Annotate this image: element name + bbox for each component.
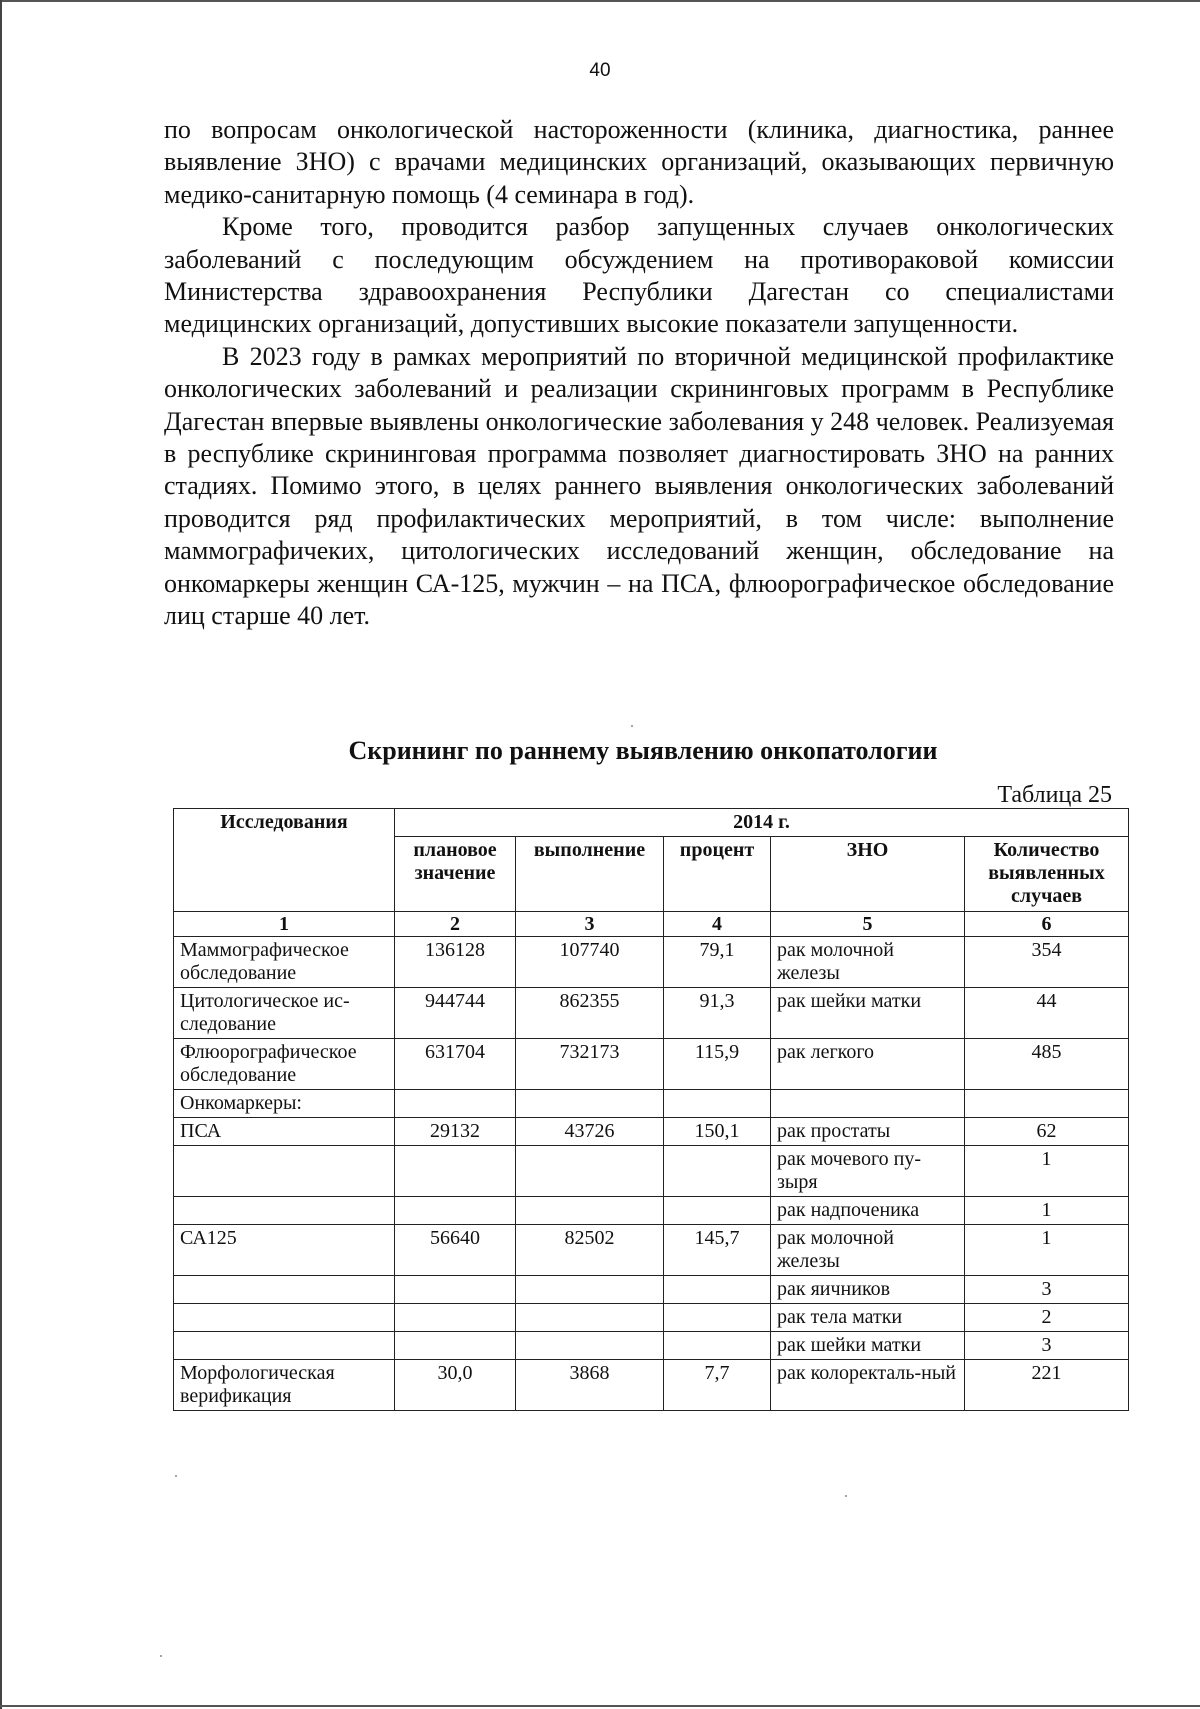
body-text bbox=[164, 114, 1114, 633]
cell-cases: 354 bbox=[965, 937, 1129, 988]
table-row bbox=[174, 1276, 1129, 1304]
cell-zno: рак молочной железы bbox=[771, 1225, 965, 1276]
cell-study: Цитологическое ис-следование bbox=[174, 988, 395, 1039]
scan-left-edge bbox=[0, 0, 2, 1709]
cell-cases: 221 bbox=[965, 1360, 1129, 1411]
scan-top-edge bbox=[0, 0, 1200, 2]
header-planned: плановое значение bbox=[395, 837, 516, 912]
scan-speck bbox=[160, 1655, 162, 1657]
cell-zno: рак легкого bbox=[771, 1039, 965, 1090]
cell-zno: рак мочевого пу-зыря bbox=[771, 1146, 965, 1197]
cell-study: Морфологическая верификация bbox=[174, 1360, 395, 1411]
cell-completed: 82502 bbox=[516, 1225, 664, 1276]
scan-speck bbox=[631, 725, 633, 727]
table-row bbox=[174, 1225, 1129, 1276]
table-row bbox=[174, 1039, 1129, 1090]
cell-planned: 30,0 bbox=[395, 1360, 516, 1411]
cell-cases: 485 bbox=[965, 1039, 1129, 1090]
cell-percent: 115,9 bbox=[664, 1039, 771, 1090]
cell-percent: 150,1 bbox=[664, 1118, 771, 1146]
cell-planned: 136128 bbox=[395, 937, 516, 988]
cell-planned bbox=[395, 1146, 516, 1197]
cell-percent: 7,7 bbox=[664, 1360, 771, 1411]
cell-percent bbox=[664, 1304, 771, 1332]
cell-zno: рак тела матки bbox=[771, 1304, 965, 1332]
cell-planned: 29132 bbox=[395, 1118, 516, 1146]
cell-completed: 3868 bbox=[516, 1360, 664, 1411]
cell-cases: 62 bbox=[965, 1118, 1129, 1146]
cell-cases: 1 bbox=[965, 1146, 1129, 1197]
cell-cases: 3 bbox=[965, 1332, 1129, 1360]
column-number: 4 bbox=[664, 912, 771, 937]
table-caption: Таблица 25 bbox=[997, 782, 1112, 808]
cell-completed bbox=[516, 1090, 664, 1118]
cell-planned: 944744 bbox=[395, 988, 516, 1039]
cell-cases: 44 bbox=[965, 988, 1129, 1039]
cell-cases: 1 bbox=[965, 1225, 1129, 1276]
table-row bbox=[174, 988, 1129, 1039]
cell-zno: рак яичников bbox=[771, 1276, 965, 1304]
cell-percent bbox=[664, 1146, 771, 1197]
cell-completed: 862355 bbox=[516, 988, 664, 1039]
cell-study: ПСА bbox=[174, 1118, 395, 1146]
cell-study bbox=[174, 1304, 395, 1332]
cell-completed: 732173 bbox=[516, 1039, 664, 1090]
cell-percent bbox=[664, 1332, 771, 1360]
cell-planned: 56640 bbox=[395, 1225, 516, 1276]
scan-speck bbox=[175, 1475, 177, 1477]
cell-zno: рак шейки матки bbox=[771, 1332, 965, 1360]
header-cases: Количество выявленных случаев bbox=[965, 837, 1129, 912]
cell-zno: рак колоректаль-ный bbox=[771, 1360, 965, 1411]
table-body bbox=[174, 937, 1129, 1411]
column-number: 5 bbox=[771, 912, 965, 937]
cell-planned: 631704 bbox=[395, 1039, 516, 1090]
paragraph-neglected-cases: Кроме того, проводится разбор запущенных случаев онкологических заболеваний с последующим обсуждением на противораковой комиссии Министерства здравоохранения Республики Дагестан со специалистами медицинских организаций, допустивших высокие показатели запущенности. bbox=[164, 212, 1114, 339]
table-row bbox=[174, 1304, 1129, 1332]
column-number: 1 bbox=[174, 912, 395, 937]
cell-percent bbox=[664, 1197, 771, 1225]
cell-completed bbox=[516, 1146, 664, 1197]
paragraph-screening-2023: В 2023 году в рамках мероприятий по вторичной медицинской профилактике онкологических заболеваний и реализации скрининговых программ в Республике Дагестан впервые выявлены онкологические заболевания у 248 человек. Реализуемая в республике скрининговая программа позволяет диагностировать ЗНО на ранних стадиях. Помимо этого, в целях раннего выявления онкологических заболеваний проводится ряд профилактических мероприятий, в том числе: выполнение маммографичеких, цитологических исследований женщин, обследование на онкомаркеры женщин СА-125, мужчин – на ПСА, флюорографическое обследование лиц старше 40 лет. bbox=[164, 341, 1114, 631]
table-row bbox=[174, 1090, 1129, 1118]
cell-study bbox=[174, 1146, 395, 1197]
column-number: 6 bbox=[965, 912, 1129, 937]
cell-study: Маммографическое обследование bbox=[174, 937, 395, 988]
cell-completed: 43726 bbox=[516, 1118, 664, 1146]
table-row bbox=[174, 1118, 1129, 1146]
cell-cases bbox=[965, 1090, 1129, 1118]
table-row bbox=[174, 1197, 1129, 1225]
cell-completed bbox=[516, 1197, 664, 1225]
header-studies: Исследования bbox=[174, 809, 395, 912]
cell-study: Флюорографическое обследование bbox=[174, 1039, 395, 1090]
column-number: 3 bbox=[516, 912, 664, 937]
header-year: 2014 г. bbox=[395, 809, 1129, 837]
table-title: Скрининг по раннему выявлению онкопатологии bbox=[348, 736, 938, 765]
table-row bbox=[174, 1360, 1129, 1411]
header-zno: ЗНО bbox=[771, 837, 965, 912]
cell-zno: рак простаты bbox=[771, 1118, 965, 1146]
screening-table bbox=[173, 808, 1129, 1411]
cell-completed bbox=[516, 1304, 664, 1332]
column-number-row bbox=[174, 912, 1129, 937]
cell-planned bbox=[395, 1304, 516, 1332]
table-row bbox=[174, 1332, 1129, 1360]
cell-cases: 3 bbox=[965, 1276, 1129, 1304]
cell-percent: 91,3 bbox=[664, 988, 771, 1039]
cell-zno: рак молочной железы bbox=[771, 937, 965, 988]
cell-cases: 2 bbox=[965, 1304, 1129, 1332]
cell-planned bbox=[395, 1332, 516, 1360]
paragraph-seminars: по вопросам онкологической настороженности (клиника, диагностика, раннее выявление ЗНО) с врачами медицинских организаций, оказывающих первичную медико-санитарную помощь (4 семинара в год). bbox=[164, 115, 1114, 209]
cell-cases: 1 bbox=[965, 1197, 1129, 1225]
header-percent: процент bbox=[664, 837, 771, 912]
header-row-top bbox=[174, 809, 1129, 837]
cell-zno: рак надпоченика bbox=[771, 1197, 965, 1225]
cell-percent bbox=[664, 1090, 771, 1118]
cell-study: СА125 bbox=[174, 1225, 395, 1276]
table-row bbox=[174, 937, 1129, 988]
page-number: 40 bbox=[589, 60, 611, 81]
cell-zno bbox=[771, 1090, 965, 1118]
scan-bottom-edge bbox=[0, 1705, 1200, 1707]
cell-percent bbox=[664, 1276, 771, 1304]
cell-study bbox=[174, 1332, 395, 1360]
scan-speck bbox=[845, 1495, 847, 1497]
cell-completed bbox=[516, 1332, 664, 1360]
cell-study bbox=[174, 1197, 395, 1225]
cell-percent: 79,1 bbox=[664, 937, 771, 988]
cell-completed bbox=[516, 1276, 664, 1304]
cell-planned bbox=[395, 1276, 516, 1304]
cell-completed: 107740 bbox=[516, 937, 664, 988]
cell-planned bbox=[395, 1090, 516, 1118]
header-completed: выполнение bbox=[516, 837, 664, 912]
cell-study bbox=[174, 1276, 395, 1304]
column-number: 2 bbox=[395, 912, 516, 937]
cell-planned bbox=[395, 1197, 516, 1225]
cell-percent: 145,7 bbox=[664, 1225, 771, 1276]
table-row bbox=[174, 1146, 1129, 1197]
cell-study: Онкомаркеры: bbox=[174, 1090, 395, 1118]
cell-zno: рак шейки матки bbox=[771, 988, 965, 1039]
